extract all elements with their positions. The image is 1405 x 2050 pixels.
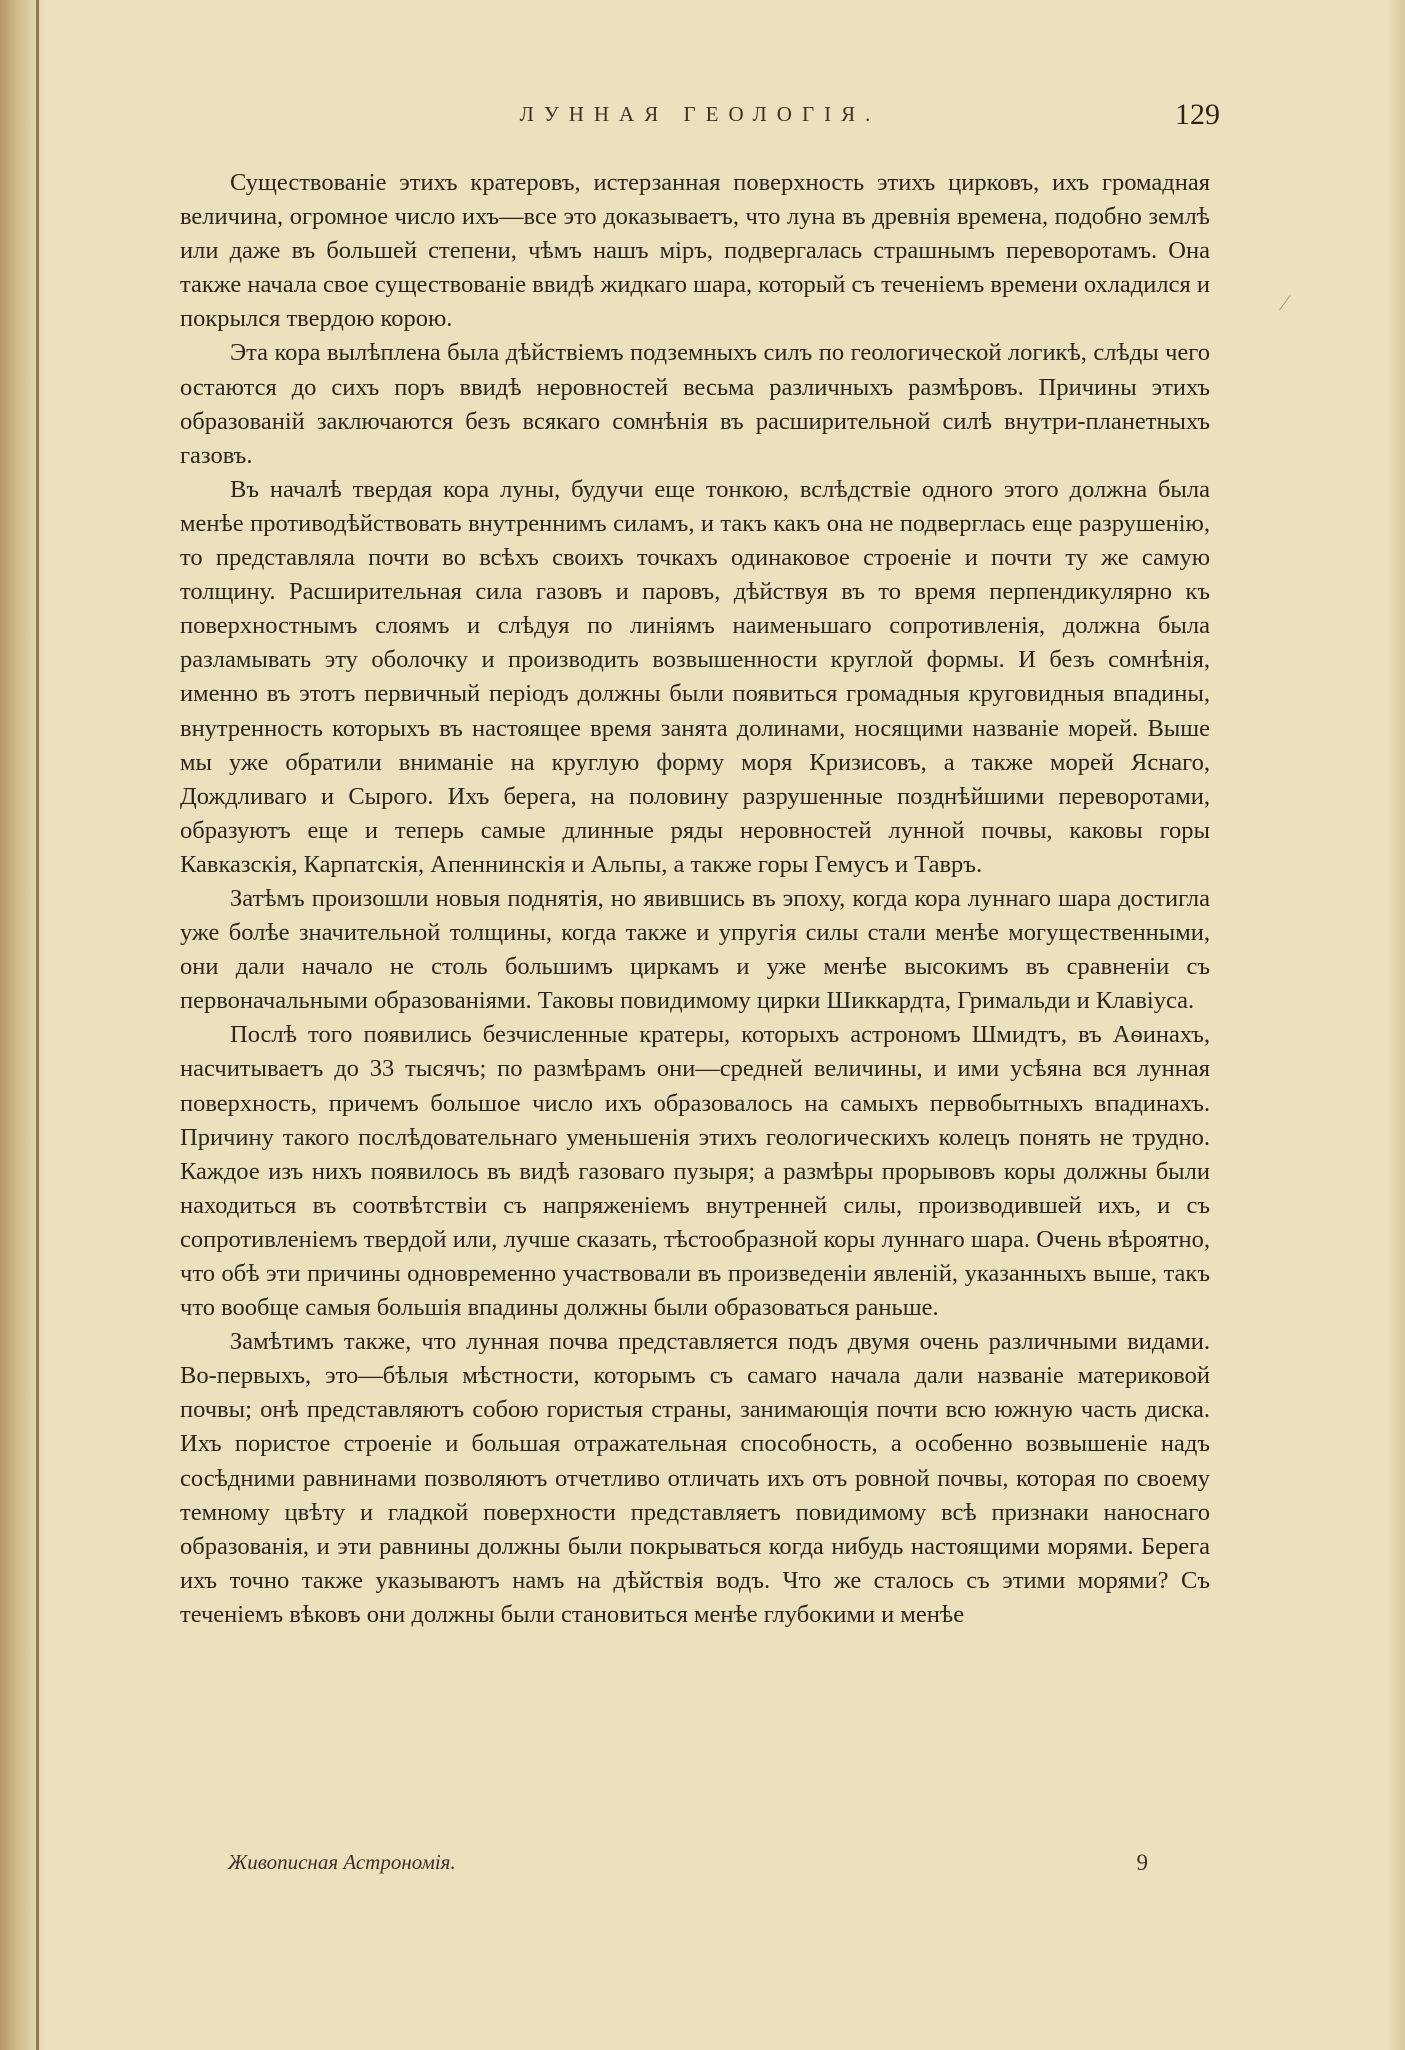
page-header <box>180 98 1220 138</box>
paragraph: Затѣмъ произошли новыя поднятія, но явившись въ эпоху, когда кора луннаго шара достигла уже болѣе значительной толщины, когда также и упругія силы стали менѣе могущественными, они дали начало не столь большимъ циркамъ и уже менѣе высокимъ въ сравненіи съ первоначальными образованіями. Таковы повидимому цирки Шиккардта, Гримальди и Клавіуса. <box>180 884 1210 1015</box>
paragraph: Замѣтимъ также, что лунная почва представляется подъ двумя очень различными видами. Во-первыхъ, это—бѣлыя мѣстности, которымъ съ самаго начала дали названіе материковой почвы; онѣ представляютъ собою гористыя страны, занимающія почти всю южную часть диска. Ихъ пористое строеніе и большая отражательная способность, а особенно возвышеніе надъ сосѣдними равнинами позволяютъ отчетливо отличать ихъ отъ ровной почвы, которая по своему темному цвѣту и гладкой поверхности представляетъ повидимому всѣ признаки наноснаго образованія, и эти равнины должны были покрываться когда нибудь настоящими морями. Берега ихъ точно также указываютъ намъ на дѣйствія водъ. Что же сталось съ этими морями? Съ теченіемъ вѣковъ они должны были становиться менѣе глубокими и менѣе <box>180 1328 1210 1628</box>
paragraph: Послѣ того появились безчисленные кратеры, которыхъ астрономъ Шмидтъ, въ Аѳинахъ, насчитываетъ до 33 тысячъ; по размѣрамъ они—средней величины, и ими усѣяна вся лунная поверхность, причемъ большое число ихъ образовалось на самыхъ первобытныхъ впадинахъ. Причину такого послѣдовательнаго уменьшенія этихъ геологическихъ колецъ понять не трудно. Каждое изъ нихъ появилось въ видѣ газоваго пузыря; а размѣры прорывовъ коры должны были находиться въ соотвѣтствіи съ напряженіемъ внутренней силы, производившей ихъ, и съ сопротивленіемъ твердой или, лучше сказать, тѣстообразной коры луннаго шара. Очень вѣроятно, что обѣ эти причины одновременно участвовали въ произведеніи явленій, указанныхъ выше, такъ что вообще самыя большія впадины должны были образоваться раньше. <box>180 1021 1210 1322</box>
body-text <box>180 166 1210 1632</box>
footer-book-title: Живописная Астрономія. <box>228 1850 456 1874</box>
pencil-mark: ⁄ <box>1283 290 1287 315</box>
signature-mark: 9 <box>1136 1850 1148 1875</box>
page-right-edge <box>1387 0 1405 2050</box>
paragraph: Эта кора вылѣплена была дѣйствіемъ подземныхъ силъ по геологической логикѣ, слѣды чего остаются до сихъ поръ ввидѣ неровностей весьма различныхъ размѣровъ. Причины этихъ образованій заключаются безъ всякаго сомнѣнія въ расширительной силѣ внутри-планетныхъ газовъ. <box>180 339 1210 469</box>
paragraph: Въ началѣ твердая кора луны, будучи еще тонкою, вслѣдствіе одного этого должна была менѣе противодѣйствовать внутреннимъ силамъ, и такъ какъ она не подверглась еще разрушенію, то представляла почти во всѣхъ своихъ точкахъ одинаковое строеніе и почти ту же самую толщину. Расширительная сила газовъ и паровъ, дѣйствуя въ то время перпендикулярно къ поверхностнымъ слоямъ и слѣдуя по линіямъ наименьшаго сопротивленія, должна была разламывать эту оболочку и производить возвышенности круглой формы. И безъ сомнѣнія, именно въ этотъ первичный періодъ должны были появиться громадныя круговидныя впадины, внутренность которыхъ въ настоящее время занята долинами, носящими названіе морей. Выше мы уже обратили вниманіе на круглую форму моря Кризисовъ, а также морей Яснаго, Дождливаго и Сырого. Ихъ берега, на половину разрушенные позднѣйшими переворотами, образуютъ еще и теперь самые длинные ряды неровностей лунной почвы, каковы горы Кавказскія, Карпатскія, Апеннинскія и Альпы, а также горы Гемусъ и Тавръ. <box>180 475 1210 878</box>
paragraph: Существованіе этихъ кратеровъ, истерзанная поверхность этихъ цирковъ, ихъ громадная величина, огромное число ихъ—все это доказываетъ, что луна въ древнія времена, подобно землѣ или даже въ большей степени, чѣмъ нашъ міръ, подвергалась страшнымъ переворотамъ. Она также начала свое существованіе ввидѣ жидкаго шара, который съ теченіемъ времени охладился и покрылся твердою корою. <box>180 169 1210 333</box>
running-head: ЛУННАЯ ГЕОЛОГІЯ. <box>519 102 881 126</box>
page-footer <box>228 1850 1148 1884</box>
spine-shadow <box>0 0 46 2050</box>
page-number: 129 <box>1175 98 1220 131</box>
page-edge-line <box>36 0 39 2050</box>
